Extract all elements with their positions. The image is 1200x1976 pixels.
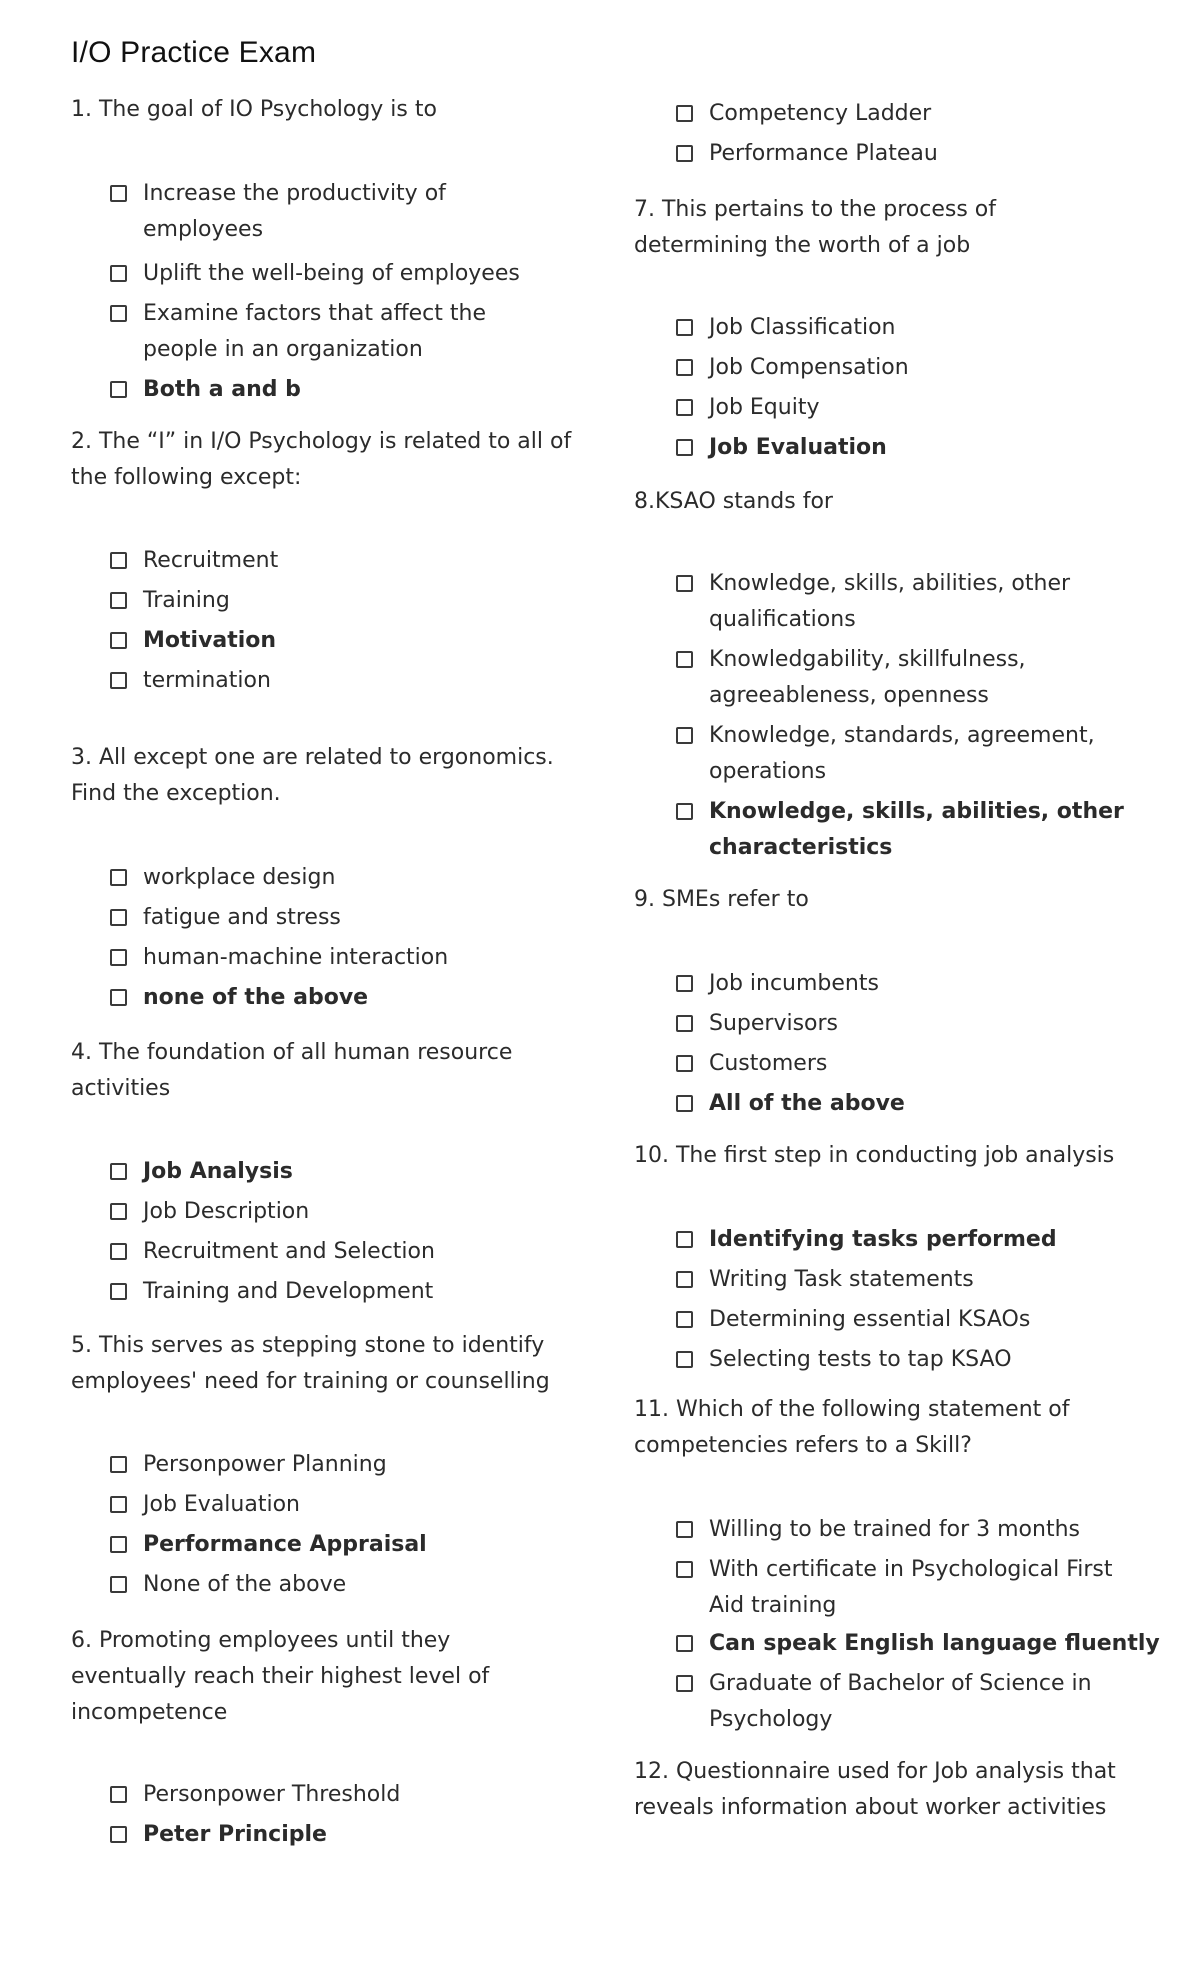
option-label: [709, 1626, 1160, 1662]
checkbox-icon[interactable]: [676, 359, 693, 376]
checkbox-icon[interactable]: [110, 1243, 127, 1260]
option-line: Personpower Planning: [143, 1452, 387, 1477]
option-line: Knowledge, standards, agreement,: [709, 723, 1095, 748]
question-8-text: [634, 484, 833, 520]
checkbox-icon[interactable]: [676, 1271, 693, 1288]
option-label: [709, 718, 1095, 790]
option-label: [709, 566, 1070, 638]
option-label: [709, 1302, 1030, 1338]
checkbox-icon[interactable]: [676, 1055, 693, 1072]
option-line: workplace design: [143, 865, 336, 890]
option-label: [143, 940, 448, 976]
option-label: [709, 1086, 905, 1122]
option-q2-c[interactable]: [110, 623, 276, 659]
checkbox-icon[interactable]: [110, 552, 127, 569]
option-label: [143, 372, 301, 408]
option-label: [709, 794, 1124, 866]
option-q9-b[interactable]: [676, 1006, 838, 1042]
question-line: 12. Questionnaire used for Job analysis that: [634, 1759, 1116, 1784]
option-q3-a[interactable]: [110, 860, 335, 896]
checkbox-icon[interactable]: [676, 651, 693, 668]
question-line: Find the exception.: [71, 781, 281, 806]
option-line: None of the above: [143, 1572, 347, 1597]
question-11-text: [634, 1392, 1069, 1464]
question-5-text: [71, 1328, 550, 1400]
option-q7-b[interactable]: [676, 350, 909, 386]
option-q6-a[interactable]: [110, 1777, 400, 1813]
option-q3-c[interactable]: [110, 940, 448, 976]
option-q1-c[interactable]: [110, 296, 486, 368]
checkbox-icon[interactable]: [110, 185, 127, 202]
option-label: [143, 1194, 309, 1230]
question-line: 6. Promoting employees until they: [71, 1628, 451, 1653]
checkbox-icon[interactable]: [110, 1456, 127, 1473]
question-line: reveals information about worker activities: [634, 1795, 1107, 1820]
option-label: [143, 1527, 427, 1563]
option-line: human-machine interaction: [143, 945, 449, 970]
checkbox-icon[interactable]: [110, 1536, 127, 1553]
option-line: termination: [143, 668, 271, 693]
checkbox-icon[interactable]: [676, 399, 693, 416]
option-line: Writing Task statements: [709, 1267, 974, 1292]
option-line: Knowledge, skills, abilities, other: [709, 799, 1124, 824]
option-line: Performance Appraisal: [143, 1532, 427, 1557]
checkbox-icon[interactable]: [110, 989, 127, 1006]
option-q10-c[interactable]: [676, 1302, 1030, 1338]
option-label: [143, 1154, 293, 1190]
option-label: [709, 350, 909, 386]
option-label: [709, 1046, 827, 1082]
question-line: the following except:: [71, 465, 302, 490]
option-q7-a[interactable]: [676, 310, 895, 346]
checkbox-icon[interactable]: [110, 672, 127, 689]
option-q11-a[interactable]: [676, 1512, 1080, 1548]
checkbox-icon[interactable]: [676, 803, 693, 820]
checkbox-icon[interactable]: [676, 1231, 693, 1248]
option-label: [709, 1666, 1092, 1738]
option-line: Competency Ladder: [709, 101, 932, 126]
option-q8-b[interactable]: [676, 642, 1026, 714]
checkbox-icon[interactable]: [110, 592, 127, 609]
option-line: fatigue and stress: [143, 905, 341, 930]
option-line: Can speak English language fluently: [709, 1631, 1160, 1656]
option-label: [143, 296, 486, 368]
question-line: 11. Which of the following statement of: [634, 1397, 1070, 1422]
option-q10-a[interactable]: [676, 1222, 1057, 1258]
option-q8-a[interactable]: [676, 566, 1070, 638]
checkbox-icon[interactable]: [676, 1635, 693, 1652]
question-line: 9. SMEs refer to: [634, 887, 809, 912]
option-q5-b[interactable]: [110, 1487, 300, 1523]
option-q4-d[interactable]: [110, 1274, 433, 1310]
question-7-text: [634, 192, 996, 264]
checkbox-icon[interactable]: [676, 575, 693, 592]
question-9-text: [634, 882, 809, 918]
option-q7-d[interactable]: [676, 430, 887, 466]
option-line: Job Equity: [709, 395, 820, 420]
option-line: Performance Plateau: [709, 141, 938, 166]
checkbox-icon[interactable]: [676, 727, 693, 744]
option-line: Peter Principle: [143, 1822, 327, 1847]
question-line: employees' need for training or counselling: [71, 1369, 550, 1394]
option-label: [709, 1262, 974, 1298]
option-q2-d[interactable]: [110, 663, 271, 699]
checkbox-icon[interactable]: [110, 305, 127, 322]
option-q9-a[interactable]: [676, 966, 879, 1002]
option-q5-c[interactable]: [110, 1527, 427, 1563]
option-label: [143, 1567, 346, 1603]
option-q5-a[interactable]: [110, 1447, 387, 1483]
option-q1-a[interactable]: [110, 176, 446, 248]
option-q4-b[interactable]: [110, 1194, 309, 1230]
option-line: Willing to be trained for 3 months: [709, 1517, 1080, 1542]
option-line: employees: [143, 217, 264, 242]
question-line: competencies refers to a Skill?: [634, 1433, 972, 1458]
option-line: Determining essential KSAOs: [709, 1307, 1031, 1332]
option-label: [143, 860, 335, 896]
question-line: 5. This serves as stepping stone to identify: [71, 1333, 545, 1358]
checkbox-icon[interactable]: [676, 1521, 693, 1538]
option-q6-c[interactable]: [676, 96, 931, 132]
option-label: [709, 310, 895, 346]
option-line: operations: [709, 759, 827, 784]
checkbox-icon[interactable]: [676, 1015, 693, 1032]
checkbox-icon[interactable]: [110, 1496, 127, 1513]
option-q10-b[interactable]: [676, 1262, 974, 1298]
question-line: 8.KSAO stands for: [634, 489, 833, 514]
question-line: 7. This pertains to the process of: [634, 197, 997, 222]
checkbox-icon[interactable]: [110, 869, 127, 886]
option-line: Job Analysis: [143, 1159, 293, 1184]
option-line: Job incumbents: [709, 971, 879, 996]
question-line: 4. The foundation of all human resource: [71, 1040, 513, 1065]
option-q10-d[interactable]: [676, 1342, 1012, 1378]
option-label: [143, 256, 520, 292]
question-line: activities: [71, 1076, 171, 1101]
option-line: Personpower Threshold: [143, 1782, 401, 1807]
option-line: Recruitment: [143, 548, 279, 573]
option-label: [709, 1006, 838, 1042]
option-q4-a[interactable]: [110, 1154, 293, 1190]
option-label: [143, 176, 446, 248]
option-label: [709, 1342, 1012, 1378]
option-q11-d[interactable]: [676, 1666, 1092, 1738]
option-line: characteristics: [709, 835, 893, 860]
option-label: [143, 980, 368, 1016]
checkbox-icon[interactable]: [110, 1786, 127, 1803]
option-line: Knowledgability, skillfulness,: [709, 647, 1026, 672]
checkbox-icon[interactable]: [110, 949, 127, 966]
checkbox-icon[interactable]: [110, 1826, 127, 1843]
option-label: [143, 623, 276, 659]
question-line: determining the worth of a job: [634, 233, 971, 258]
checkbox-icon[interactable]: [676, 1675, 693, 1692]
option-q3-d[interactable]: [110, 980, 368, 1016]
option-label: [143, 1817, 327, 1853]
option-label: [143, 900, 341, 936]
question-line: 10. The first step in conducting job analysis: [634, 1143, 1115, 1168]
option-line: Uplift the well-being of employees: [143, 261, 520, 286]
option-q9-d[interactable]: [676, 1086, 905, 1122]
question-line: incompetence: [71, 1700, 228, 1725]
question-line: 2. The “I” in I/O Psychology is related to all of: [71, 429, 572, 454]
checkbox-icon[interactable]: [110, 1163, 127, 1180]
option-line: Job Description: [143, 1199, 310, 1224]
option-label: [143, 1234, 435, 1270]
option-line: none of the above: [143, 985, 369, 1010]
option-label: [143, 663, 271, 699]
option-label: [143, 1447, 387, 1483]
question-12-text: [634, 1754, 1116, 1826]
option-label: [709, 430, 887, 466]
option-label: [709, 390, 819, 426]
checkbox-icon[interactable]: [676, 319, 693, 336]
option-line: Training: [143, 588, 230, 613]
option-line: Job Evaluation: [709, 435, 887, 460]
option-q8-c[interactable]: [676, 718, 1095, 790]
option-line: All of the above: [709, 1091, 905, 1116]
checkbox-icon[interactable]: [110, 1203, 127, 1220]
option-label: [709, 136, 938, 172]
checkbox-icon[interactable]: [676, 439, 693, 456]
checkbox-icon[interactable]: [110, 265, 127, 282]
option-line: Psychology: [709, 1707, 833, 1732]
option-label: [143, 1274, 433, 1310]
page-title: I/O Practice Exam: [71, 36, 317, 69]
checkbox-icon[interactable]: [676, 1351, 693, 1368]
option-label: [143, 1487, 300, 1523]
option-line: Job Evaluation: [143, 1492, 300, 1517]
checkbox-icon[interactable]: [676, 105, 693, 122]
option-line: people in an organization: [143, 337, 423, 362]
question-line: 1. The goal of IO Psychology is to: [71, 97, 437, 122]
option-label: [143, 1777, 400, 1813]
checkbox-icon[interactable]: [676, 1095, 693, 1112]
checkbox-icon[interactable]: [676, 1561, 693, 1578]
checkbox-icon[interactable]: [110, 1283, 127, 1300]
option-label: [709, 966, 879, 1002]
option-q6-d[interactable]: [676, 136, 938, 172]
option-line: Motivation: [143, 628, 277, 653]
option-line: Both a and b: [143, 377, 301, 402]
option-line: Examine factors that affect the: [143, 301, 486, 326]
option-line: Job Classification: [709, 315, 896, 340]
option-line: Graduate of Bachelor of Science in: [709, 1671, 1092, 1696]
option-q11-c[interactable]: [676, 1626, 1160, 1662]
option-line: Recruitment and Selection: [143, 1239, 435, 1264]
question-line: eventually reach their highest level of: [71, 1664, 490, 1689]
checkbox-icon[interactable]: [110, 1576, 127, 1593]
option-q1-b[interactable]: [110, 256, 520, 292]
option-line: Job Compensation: [709, 355, 909, 380]
option-line: qualifications: [709, 607, 856, 632]
checkbox-icon[interactable]: [110, 381, 127, 398]
question-2-text: [71, 424, 571, 496]
question-3-text: [71, 740, 554, 812]
checkbox-icon[interactable]: [676, 1311, 693, 1328]
option-label: [709, 642, 1026, 714]
option-q5-d[interactable]: [110, 1567, 346, 1603]
option-label: [143, 543, 278, 579]
question-line: 3. All except one are related to ergonomics.: [71, 745, 554, 770]
option-line: Aid training: [709, 1593, 837, 1618]
option-q2-b[interactable]: [110, 583, 230, 619]
option-label: [143, 583, 230, 619]
option-q7-c[interactable]: [676, 390, 819, 426]
question-6-text: [71, 1623, 489, 1731]
option-label: [709, 96, 931, 132]
option-line: Knowledge, skills, abilities, other: [709, 571, 1071, 596]
option-q1-d[interactable]: [110, 372, 301, 408]
option-label: [709, 1512, 1080, 1548]
checkbox-icon[interactable]: [676, 975, 693, 992]
option-line: Customers: [709, 1051, 828, 1076]
checkbox-icon[interactable]: [110, 909, 127, 926]
option-label: [709, 1222, 1057, 1258]
option-line: agreeableness, openness: [709, 683, 989, 708]
option-line: Increase the productivity of: [143, 181, 446, 206]
question-1-text: [71, 92, 437, 128]
option-q8-d[interactable]: [676, 794, 1124, 866]
question-4-text: [71, 1035, 512, 1107]
option-q4-c[interactable]: [110, 1234, 435, 1270]
option-line: Identifying tasks performed: [709, 1227, 1057, 1252]
option-q6-b[interactable]: [110, 1817, 327, 1853]
option-line: Supervisors: [709, 1011, 839, 1036]
option-q3-b[interactable]: [110, 900, 341, 936]
option-label: [709, 1552, 1113, 1624]
option-q11-b[interactable]: [676, 1552, 1113, 1624]
option-q2-a[interactable]: [110, 543, 278, 579]
checkbox-icon[interactable]: [110, 632, 127, 649]
option-line: Training and Development: [143, 1279, 434, 1304]
option-q9-c[interactable]: [676, 1046, 827, 1082]
question-10-text: [634, 1138, 1114, 1174]
option-line: With certificate in Psychological First: [709, 1557, 1113, 1582]
checkbox-icon[interactable]: [676, 145, 693, 162]
option-line: Selecting tests to tap KSAO: [709, 1347, 1012, 1372]
